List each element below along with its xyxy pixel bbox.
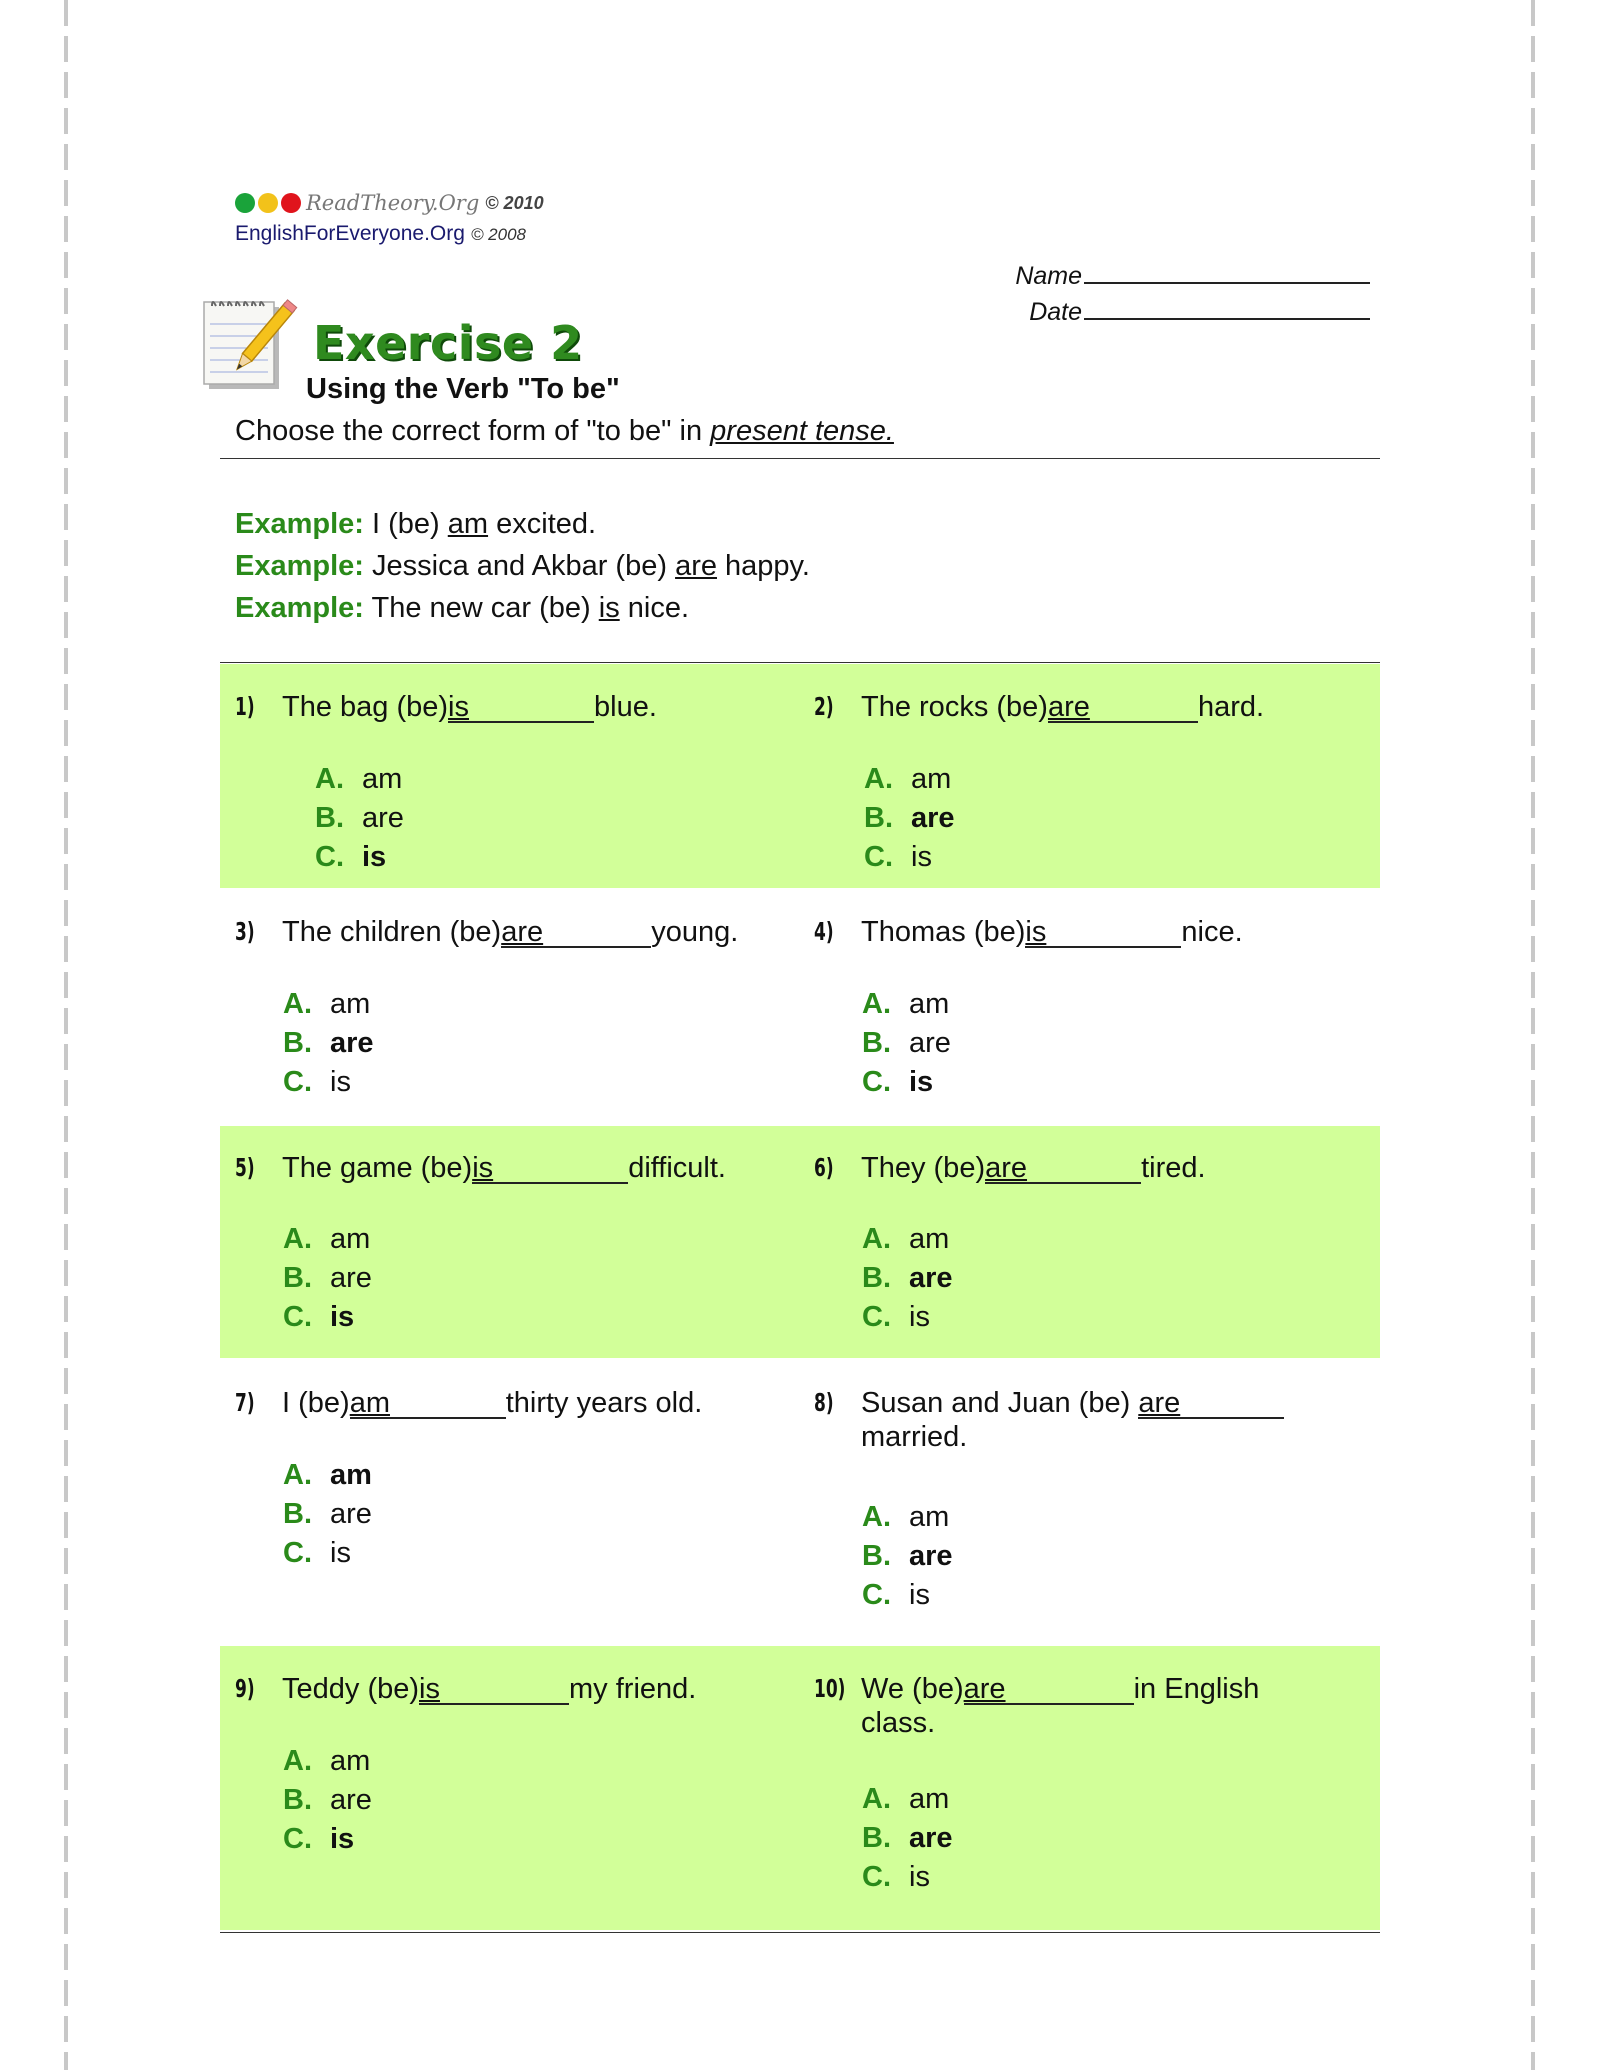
example-after: excited. [488, 508, 597, 540]
option-a[interactable] [864, 760, 955, 799]
question-stem [282, 1672, 762, 1706]
question-number: 3) [235, 917, 255, 946]
answer-blank[interactable]: are [501, 918, 651, 948]
example-1 [235, 508, 596, 541]
option-letter: B. [862, 1027, 891, 1059]
option-b[interactable] [862, 1259, 953, 1298]
red-dot-icon [281, 193, 301, 213]
option-text: am [362, 763, 403, 795]
example-answer: is [598, 592, 620, 624]
answer-blank[interactable]: are [1138, 1389, 1284, 1419]
question-text-before: Thomas (be) [861, 916, 1026, 948]
option-text: is [909, 1066, 934, 1098]
example-label: Example: [235, 592, 364, 624]
option-text: are [362, 802, 404, 834]
date-line[interactable] [1084, 294, 1370, 320]
answer-options [862, 1780, 953, 1897]
question-stem [282, 1386, 762, 1420]
option-letter: C. [283, 1537, 312, 1569]
answer-options [283, 1742, 372, 1859]
question-text-after: married. [861, 1421, 968, 1453]
option-a[interactable] [862, 1220, 953, 1259]
option-text: are [330, 1784, 372, 1816]
option-letter: C. [862, 1301, 891, 1333]
question-text-after: in English class. [861, 1673, 1260, 1739]
option-text: is [330, 1823, 355, 1855]
option-b[interactable] [283, 1024, 374, 1063]
option-letter: A. [862, 988, 891, 1020]
option-letter: B. [862, 1540, 891, 1572]
option-b[interactable] [862, 1024, 951, 1063]
option-letter: B. [315, 802, 344, 834]
option-letter: C. [862, 1579, 891, 1611]
answer-blank[interactable]: is [1025, 918, 1181, 948]
answer-options [283, 1220, 372, 1337]
option-text: am [330, 1223, 371, 1255]
option-a[interactable] [283, 1220, 372, 1259]
question-number: 2) [814, 692, 834, 721]
question-text-after: hard. [1197, 691, 1265, 723]
questions-bottom-rule [220, 1932, 1380, 1933]
option-c[interactable] [315, 838, 404, 877]
example-after: happy. [716, 550, 810, 582]
option-c[interactable] [862, 1858, 953, 1897]
option-text: am [909, 988, 950, 1020]
question-text-before: They (be) [861, 1152, 986, 1184]
option-a[interactable] [283, 1456, 372, 1495]
question-text-after: blue. [594, 691, 657, 723]
green-dot-icon [235, 193, 255, 213]
option-letter: A. [283, 1223, 312, 1255]
question-text-after: young. [651, 916, 739, 948]
example-2 [235, 550, 810, 583]
answer-blank[interactable]: is [448, 693, 594, 723]
option-letter: A. [862, 1501, 891, 1533]
question-text-after: nice. [1181, 916, 1243, 948]
yellow-dot-icon [258, 193, 278, 213]
option-letter: C. [864, 841, 893, 873]
efe-copyright: © 2008 [470, 225, 527, 244]
example-label: Example: [235, 550, 364, 582]
example-answer: am [447, 508, 489, 540]
option-text: is [909, 1861, 930, 1893]
option-text: is [911, 841, 932, 873]
option-b[interactable] [283, 1495, 372, 1534]
readtheory-logo [235, 190, 544, 216]
option-text: are [909, 1822, 953, 1854]
date-label: Date [1029, 298, 1082, 326]
answer-options [283, 1456, 372, 1573]
instruction-text: Choose the correct form of "to be" in [235, 415, 711, 447]
option-text: am [911, 763, 952, 795]
option-text: am [330, 1459, 372, 1491]
option-a[interactable] [283, 985, 374, 1024]
option-letter: C. [283, 1066, 312, 1098]
example-before: I (be) [363, 508, 448, 540]
question-text-before: The bag (be) [282, 691, 449, 723]
question-text-after: my friend. [569, 1673, 697, 1705]
option-text: are [330, 1262, 372, 1294]
readtheory-copyright: © 2010 [485, 192, 544, 213]
option-letter: C. [283, 1823, 312, 1855]
answer-blank[interactable]: am [350, 1389, 506, 1419]
question-text-after: tired. [1141, 1152, 1206, 1184]
option-text: am [330, 1745, 371, 1777]
answer-options [862, 1220, 953, 1337]
option-c[interactable] [862, 1576, 953, 1615]
option-letter: A. [862, 1223, 891, 1255]
question-stem [861, 1151, 1341, 1185]
option-letter: A. [283, 988, 312, 1020]
option-b[interactable] [862, 1537, 953, 1576]
name-field[interactable] [990, 258, 1370, 291]
option-letter: B. [864, 802, 893, 834]
option-text: are [909, 1027, 951, 1059]
question-text-before: The rocks (be) [861, 691, 1048, 723]
option-letter: A. [283, 1459, 312, 1491]
option-text: am [909, 1783, 950, 1815]
option-text: is [362, 841, 387, 873]
option-a[interactable] [862, 1780, 953, 1819]
answer-blank[interactable]: are [1048, 693, 1198, 723]
option-letter: A. [864, 763, 893, 795]
answer-blank[interactable]: is [419, 1675, 569, 1705]
question-stem [861, 915, 1341, 949]
question-text-after: difficult. [628, 1152, 726, 1184]
option-b[interactable] [864, 799, 955, 838]
option-c[interactable] [283, 1298, 372, 1337]
question-stem [861, 1672, 1341, 1740]
option-letter: B. [283, 1784, 312, 1816]
example-label: Example: [235, 508, 364, 540]
option-letter: C. [862, 1066, 891, 1098]
option-text: are [911, 802, 955, 834]
example-before: Jessica and Akbar (be) [363, 550, 676, 582]
option-c[interactable] [283, 1534, 372, 1573]
answer-options [862, 985, 951, 1102]
left-page-border [64, 0, 68, 2070]
option-a[interactable] [862, 1498, 953, 1537]
example-before: The new car (be) [363, 592, 599, 624]
option-letter: B. [862, 1822, 891, 1854]
option-b[interactable] [283, 1781, 372, 1820]
question-number: 7) [235, 1388, 255, 1417]
option-text: is [330, 1301, 355, 1333]
option-c[interactable] [283, 1063, 374, 1102]
instruction [235, 415, 894, 448]
option-b[interactable] [283, 1259, 372, 1298]
option-text: are [909, 1540, 953, 1572]
question-number: 6) [814, 1153, 834, 1182]
option-letter: B. [862, 1262, 891, 1294]
question-text-before: The children (be) [282, 916, 502, 948]
option-c[interactable] [283, 1820, 372, 1859]
option-a[interactable] [315, 760, 404, 799]
answer-options [862, 1498, 953, 1615]
option-letter: B. [283, 1498, 312, 1530]
option-letter: A. [283, 1745, 312, 1777]
name-label: Name [1015, 262, 1082, 290]
answer-options [315, 760, 404, 877]
question-stem [282, 1151, 762, 1185]
answer-options [864, 760, 955, 877]
option-text: are [909, 1262, 953, 1294]
option-text: am [330, 988, 371, 1020]
efe-text: EnglishForEveryone.Org [235, 222, 465, 245]
option-c[interactable] [864, 838, 955, 877]
example-after: nice. [619, 592, 690, 624]
question-text-before: We (be) [861, 1673, 964, 1705]
option-letter: C. [315, 841, 344, 873]
right-page-border [1531, 0, 1535, 2070]
question-text-before: I (be) [282, 1387, 350, 1419]
question-number: 4) [814, 917, 834, 946]
questions-top-rule [220, 662, 1380, 663]
option-letter: C. [862, 1861, 891, 1893]
question-number: 5) [235, 1153, 255, 1182]
option-b[interactable] [862, 1819, 953, 1858]
option-text: am [909, 1223, 950, 1255]
instruction-tense: present tense. [710, 415, 894, 447]
header-rule [220, 458, 1380, 459]
option-text: are [330, 1498, 372, 1530]
efe-logo [235, 222, 526, 246]
answer-blank[interactable]: is [472, 1154, 628, 1184]
option-text: is [330, 1537, 351, 1569]
answer-options [283, 985, 374, 1102]
option-text: am [909, 1501, 950, 1533]
question-number: 10) [814, 1674, 846, 1703]
question-stem [861, 1386, 1341, 1454]
option-a[interactable] [862, 985, 951, 1024]
readtheory-text: ReadTheory.Org [306, 191, 480, 215]
answer-blank[interactable]: are [964, 1675, 1134, 1705]
option-letter: B. [283, 1027, 312, 1059]
option-text: is [909, 1579, 930, 1611]
question-number: 1) [235, 692, 255, 721]
date-field[interactable] [990, 294, 1370, 327]
example-answer: are [675, 550, 717, 582]
option-text: is [909, 1301, 930, 1333]
question-text-after: thirty years old. [505, 1387, 703, 1419]
option-text: are [330, 1027, 374, 1059]
question-stem [282, 915, 762, 949]
question-stem [282, 690, 762, 724]
question-text-before: Susan and Juan (be) [861, 1387, 1139, 1419]
answer-blank[interactable]: are [985, 1154, 1141, 1184]
notepad-pencil-icon [200, 292, 300, 392]
question-number: 8) [814, 1388, 834, 1417]
option-b[interactable] [315, 799, 404, 838]
question-number: 9) [235, 1674, 255, 1703]
option-letter: B. [283, 1262, 312, 1294]
option-a[interactable] [283, 1742, 372, 1781]
option-c[interactable] [862, 1063, 951, 1102]
question-text-before: Teddy (be) [282, 1673, 420, 1705]
option-c[interactable] [862, 1298, 953, 1337]
option-text: is [330, 1066, 351, 1098]
name-line[interactable] [1084, 258, 1370, 284]
question-stem [861, 690, 1341, 724]
example-3 [235, 592, 689, 625]
exercise-title: Exercise 2 [313, 316, 583, 370]
question-text-before: The game (be) [282, 1152, 473, 1184]
option-letter: A. [862, 1783, 891, 1815]
option-letter: A. [315, 763, 344, 795]
exercise-subtitle: Using the Verb "To be" [306, 373, 620, 405]
option-letter: C. [283, 1301, 312, 1333]
